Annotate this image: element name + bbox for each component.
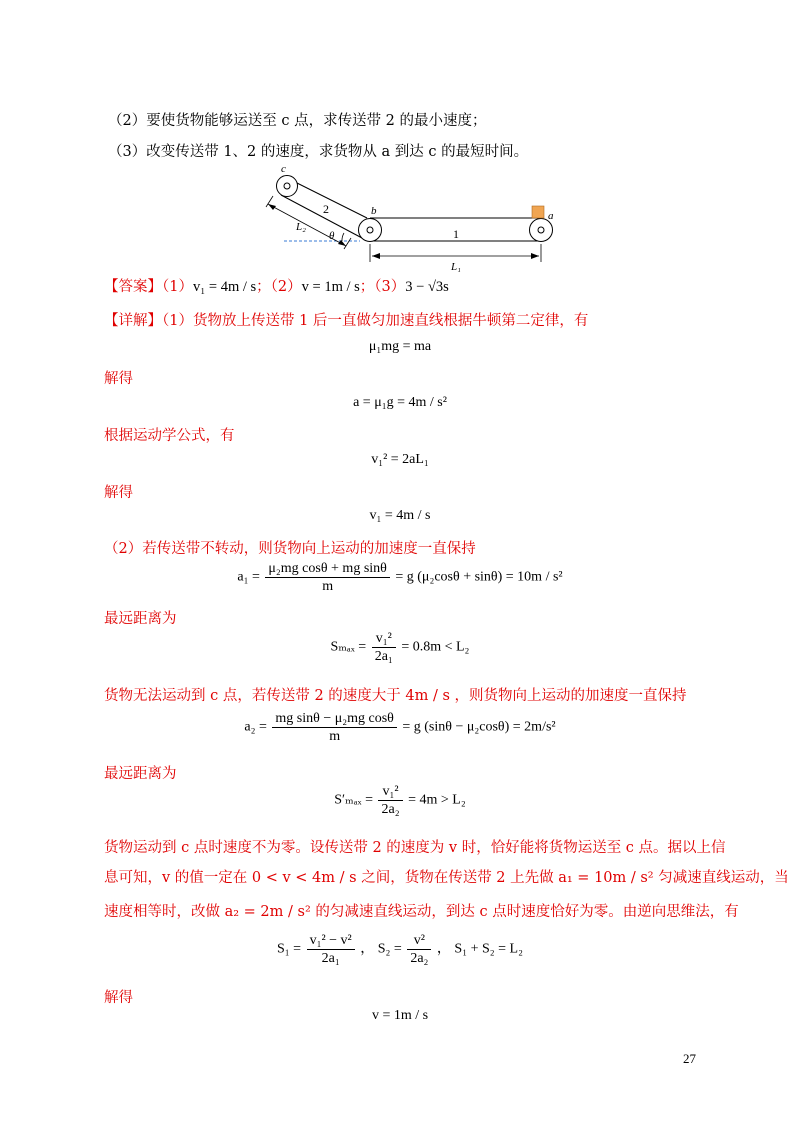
question-2: （2）要使货物能够运送至 c 点，求传送带 2 的最小速度； <box>108 113 487 129</box>
answer-p3-prefix: （3） <box>374 279 406 295</box>
theta-arc <box>342 233 344 241</box>
equation-kinematics: v₁² = 2aL₁ <box>371 452 429 467</box>
detail-tag: 【详解】 <box>104 313 162 329</box>
answer-p2-sep: ； <box>359 279 375 295</box>
eq6-fraction <box>372 630 396 665</box>
eq5-denominator: m <box>322 579 334 594</box>
L2-arrow-start <box>268 204 276 210</box>
answer-tag: 【答案】 <box>104 279 162 295</box>
eq8-denominator: 2a₂ <box>381 802 400 817</box>
label-L2: L₂ <box>296 221 306 233</box>
equation-acceleration: a = μ₁g = 4m / s² <box>353 395 447 410</box>
label-belt-1: 1 <box>453 227 459 241</box>
equation-v1: v₁ = 4m / s <box>369 508 431 523</box>
conveyor-diagram <box>262 160 562 272</box>
eq7-fraction <box>272 710 396 745</box>
equation-smax <box>0 630 800 665</box>
equation-a2 <box>0 710 800 745</box>
eq5-rhs: = g (μ₂cosθ + sinθ) = 10m / s² <box>395 569 563 585</box>
answer-p1-value: v₁ = 4m / s <box>192 279 257 295</box>
eq7-rhs: = g (sinθ − μ₂cosθ) = 2m/s² <box>402 719 556 735</box>
detail-intro: （1）货物放上传送带 1 后一直做匀加速直线根据牛顿第二定律，有 <box>162 313 589 329</box>
eq9-denominator-1: 2a₁ <box>321 951 340 966</box>
eq8-rhs: = 4m > L₂ <box>408 792 466 808</box>
kinematics-label: 根据运动学公式，有 <box>104 428 235 444</box>
eq7-numerator: mg sinθ − μ₂mg cosθ <box>272 710 396 728</box>
eq8-lhs: S′ₘₐₓ = <box>334 792 373 808</box>
label-a: a <box>548 210 554 222</box>
L1-arrow-end <box>531 253 539 259</box>
solve-label-3: 解得 <box>104 990 133 1006</box>
solve-label-1: 解得 <box>104 371 133 387</box>
eq9-numerator-2: v² <box>407 932 431 950</box>
belt-2-bottom <box>281 195 362 238</box>
label-belt-2: 2 <box>323 202 329 216</box>
equation-newton: μ₁mg = ma <box>368 339 432 354</box>
answer-line <box>104 275 449 296</box>
label-c: c <box>281 163 286 175</box>
label-L1: L₁ <box>451 261 461 272</box>
eq8-numerator: v₁² <box>378 783 402 801</box>
equation-a1 <box>0 560 800 595</box>
paragraph-line-3: 速度相等时，改做 a₂ = 2m / s² 的匀减速直线运动，到达 c 点时速度恰好为零。由逆向思维法，有 <box>104 904 739 920</box>
eq5-lhs: a₁ = <box>237 569 260 585</box>
cargo-box <box>532 206 544 218</box>
paragraph-line-1: 货物运动到 c 点时速度不为零。设传送带 2 的速度为 v 时，恰好能将货物运送至 c 点。据以上信 <box>104 840 726 856</box>
page-number: 27 <box>683 1051 696 1066</box>
eq6-numerator: v₁² <box>372 630 396 648</box>
eq6-denominator: 2a₁ <box>374 649 393 664</box>
eq5-numerator: μ₂mg cosθ + mg sinθ <box>265 560 389 578</box>
far-label-2: 最远距离为 <box>104 766 177 782</box>
solve-label-2: 解得 <box>104 485 133 501</box>
eq9-denominator-2: 2a₂ <box>410 951 429 966</box>
eq9-s2: ， S₂ = <box>360 941 402 957</box>
eq9-numerator-1: v₁² − v² <box>307 932 355 950</box>
eq5-fraction <box>265 560 389 595</box>
eq9-fraction-2 <box>407 932 431 967</box>
far-label-1: 最远距离为 <box>104 611 177 627</box>
label-b: b <box>371 205 377 217</box>
equation-s1-s2 <box>0 932 800 967</box>
eq6-rhs: = 0.8m < L₂ <box>401 639 470 655</box>
eq8-fraction <box>378 783 402 818</box>
label-theta: θ <box>329 230 335 242</box>
paragraph-line-2: 息可知，v 的值一定在 0 < v < 4m / s 之间，货物在传送带 2 上先做 a₁ = 10m / s² 匀减速直线运动，当 <box>104 870 789 886</box>
eq6-lhs: Sₘₐₓ = <box>330 639 367 655</box>
answer-p3-value: 3 − √3s <box>405 279 449 295</box>
cannot-reach-line: 货物无法运动到 c 点，若传送带 2 的速度大于 4m / s ，则货物向上运动的加速度一直保持 <box>104 688 687 704</box>
equation-v-final: v = 1m / s <box>371 1008 429 1023</box>
answer-p2-prefix: （2） <box>270 279 302 295</box>
L2-tick-end <box>344 238 351 249</box>
eq9-tail: ， S₁ + S₂ = L₂ <box>436 941 523 957</box>
eq9-s1: S₁ = <box>277 941 302 957</box>
eq7-denominator: m <box>329 729 341 744</box>
part2-intro: （2）若传送带不转动，则货物向上运动的加速度一直保持 <box>104 541 476 557</box>
L1-arrow-start <box>372 253 380 259</box>
pulley-c <box>277 176 298 197</box>
answer-p1-prefix: （1） <box>162 279 193 295</box>
equation-smax-prime <box>0 783 800 818</box>
detail-intro-line <box>104 309 588 330</box>
answer-p1-sep: ； <box>256 279 271 295</box>
pulley-b <box>359 219 382 242</box>
eq7-lhs: a₂ = <box>244 719 267 735</box>
eq9-fraction-1 <box>307 932 355 967</box>
question-3: （3）改变传送带 1、2 的速度，求货物从 a 到达 c 的最短时间。 <box>108 144 529 160</box>
answer-p2-value: v = 1m / s <box>301 279 360 295</box>
